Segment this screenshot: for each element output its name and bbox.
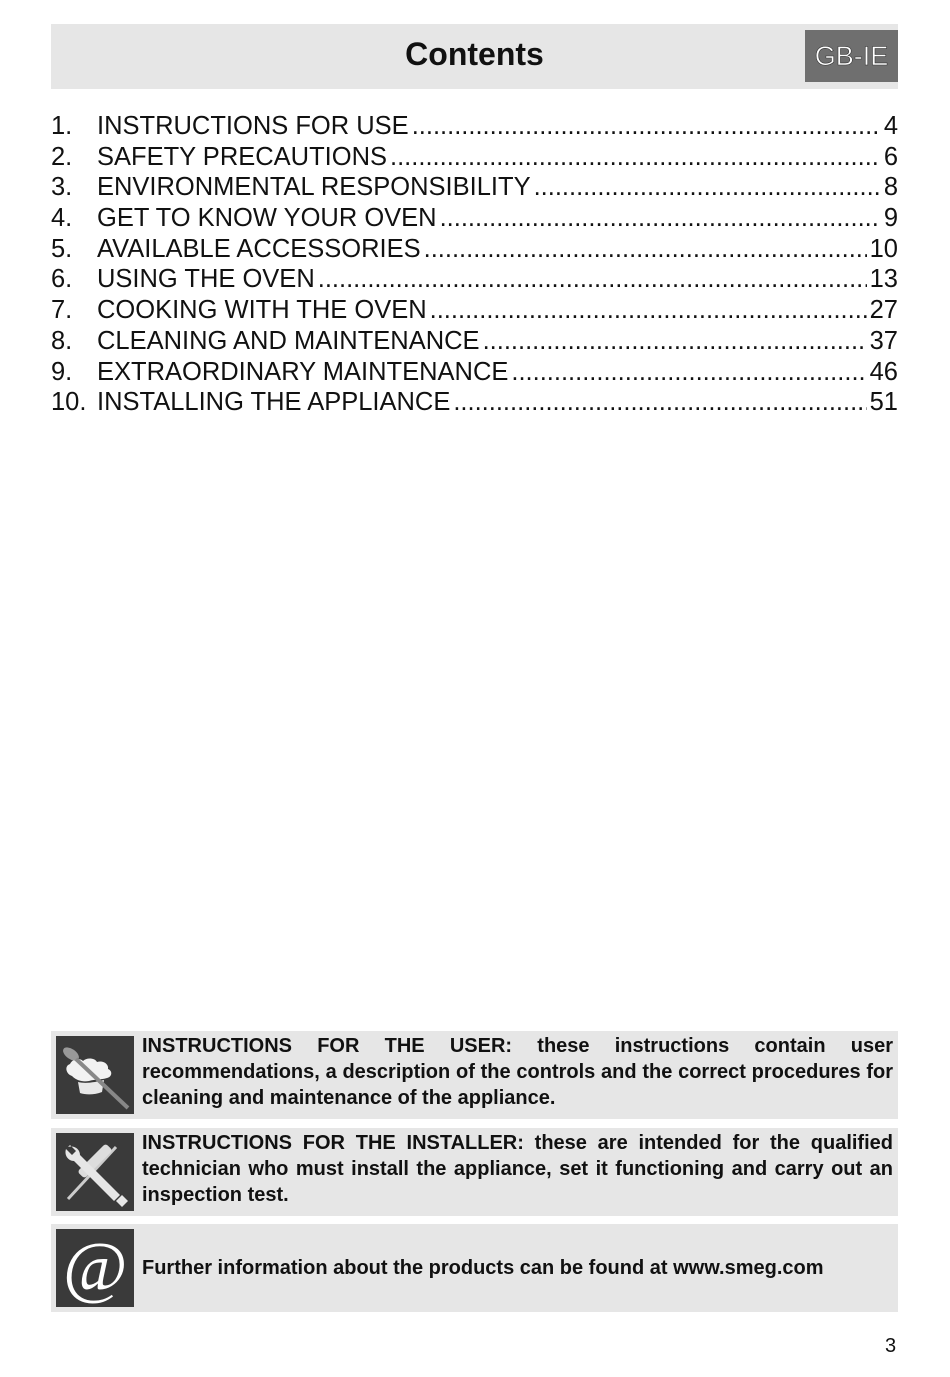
chef-hat-spoon-icon <box>56 1036 134 1114</box>
user-instructions-note <box>51 1031 898 1119</box>
toc-number: 10. <box>51 388 87 417</box>
dot-leader <box>424 234 867 265</box>
toc-label: AVAILABLE ACCESSORIES <box>97 234 421 263</box>
toc-number: 2. <box>51 142 73 171</box>
dot-leader <box>430 295 867 326</box>
toc-entry[interactable] <box>51 264 898 295</box>
toc-page: 6 <box>883 142 898 171</box>
toc-page: 10 <box>869 234 898 263</box>
dot-leader <box>412 111 881 142</box>
dot-leader <box>534 172 881 203</box>
toc-number: 5. <box>51 234 73 263</box>
toc-entry[interactable] <box>51 387 898 418</box>
toc-entry[interactable] <box>51 111 898 142</box>
contents-header <box>51 24 898 89</box>
toc-page: 51 <box>869 388 898 417</box>
toc-page: 13 <box>869 265 898 294</box>
installer-instructions-note <box>51 1128 898 1216</box>
toc-page: 8 <box>883 173 898 202</box>
page-title: Contents <box>405 36 544 72</box>
toc-number: 9. <box>51 357 73 386</box>
toc-entry[interactable] <box>51 142 898 173</box>
toc-number: 7. <box>51 296 73 325</box>
toc-label: GET TO KNOW YOUR OVEN <box>97 204 437 233</box>
toc-label: ENVIRONMENTAL RESPONSIBILITY <box>97 173 531 202</box>
dot-leader <box>318 264 867 295</box>
toc-number: 3. <box>51 173 73 202</box>
dot-leader <box>483 326 867 357</box>
toc-entry[interactable] <box>51 295 898 326</box>
toc-label: INSTALLING THE APPLIANCE <box>97 388 451 417</box>
toc-entry[interactable] <box>51 357 898 388</box>
dot-leader <box>453 387 866 418</box>
dot-leader <box>440 203 881 234</box>
toc-number: 1. <box>51 112 73 140</box>
toc-entry[interactable] <box>51 326 898 357</box>
toc-page: 27 <box>869 296 898 325</box>
toc-label: EXTRAORDINARY MAINTENANCE <box>97 357 509 386</box>
toc-label: USING THE OVEN <box>97 265 315 294</box>
toc-number: 8. <box>51 326 73 355</box>
installer-instructions-text: INSTRUCTIONS FOR THE INSTALLER: these are intended for the qualified technician who must install the appliance, set it functioning and carry out an inspection test. <box>142 1132 893 1206</box>
toc-label: COOKING WITH THE OVEN <box>97 296 427 325</box>
wrench-screwdriver-icon <box>56 1133 134 1211</box>
further-info-note <box>51 1224 898 1312</box>
toc-label: SAFETY PRECAUTIONS <box>97 142 388 171</box>
toc-entry[interactable] <box>51 203 898 234</box>
toc-page: 46 <box>869 357 898 386</box>
toc-label: CLEANING AND MAINTENANCE <box>97 326 480 355</box>
toc-page: 37 <box>869 326 898 355</box>
further-info-text: Further information about the products can be found at www.smeg.com <box>142 1257 824 1279</box>
toc-page: 4 <box>883 112 898 140</box>
toc-label: INSTRUCTIONS FOR USE <box>97 112 409 140</box>
user-instructions-text: INSTRUCTIONS FOR THE USER: these instructions contain user recommendations, a description of the controls and the correct procedures for cleaning and maintenance of the appliance. <box>142 1035 893 1109</box>
language-badge: GB-IE <box>805 30 898 82</box>
dot-leader <box>511 357 866 388</box>
toc-number: 4. <box>51 204 73 233</box>
table-of-contents <box>51 111 898 418</box>
toc-page: 9 <box>883 204 898 233</box>
toc-entry[interactable] <box>51 172 898 203</box>
page-number: 3 <box>885 1335 897 1357</box>
dot-leader <box>390 142 881 173</box>
at-sign-icon: @ <box>56 1229 134 1307</box>
toc-number: 6. <box>51 265 73 294</box>
toc-entry[interactable] <box>51 234 898 265</box>
